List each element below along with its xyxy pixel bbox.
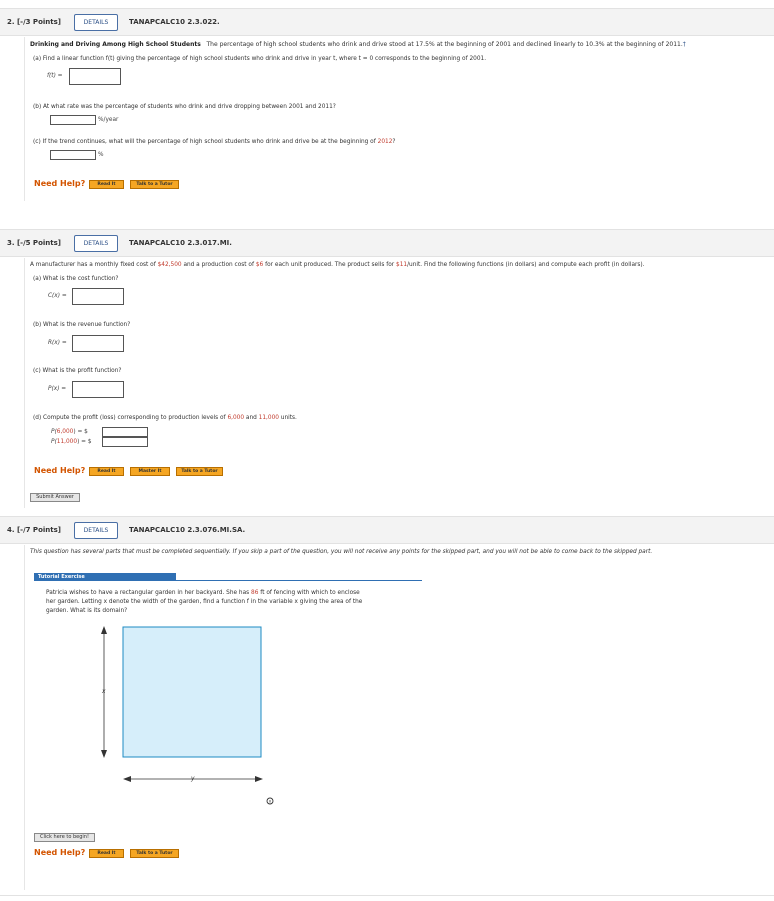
q4-tutorial-bar bbox=[34, 573, 176, 581]
q3-part-d-text-1: (d) Compute the profit (loss) corresponding to production levels of bbox=[33, 415, 226, 421]
q3-intro-2: and a production cost of bbox=[183, 262, 255, 268]
q2-body bbox=[24, 37, 774, 201]
q3-intro-4: /unit. Find the following functions (in dollars) and compute each profit (in dollars). bbox=[407, 262, 645, 268]
q3-intro-3: for each unit produced. The product sells for bbox=[265, 262, 395, 268]
q4-talk-tutor-button[interactable]: Talk to a Tutor bbox=[130, 849, 179, 858]
q3-details-button[interactable]: DETAILS bbox=[74, 235, 118, 252]
q2-part-b-input[interactable] bbox=[50, 115, 96, 125]
page-bottom-rule bbox=[0, 895, 774, 896]
q3-body bbox=[24, 258, 774, 508]
q2-intro-text: The percentage of high school students who drink and drive stood at 17.5% at the beginning of 2001 and declined linearly to 10.3% at the beginning of 2011. bbox=[206, 41, 683, 48]
q3-cost-input[interactable] bbox=[72, 288, 124, 305]
q4-notice: This question has several parts that must be completed sequentially. If you skip a part of the question, you will not receive any points for the skipped part, and you will not be able to come back to the skipped part. bbox=[30, 549, 653, 555]
q4-problem-line-1 bbox=[46, 589, 362, 598]
q3-code: TANAPCALC10 2.3.017.MI. bbox=[129, 239, 232, 247]
q3-master-it-button[interactable]: Master It bbox=[130, 467, 170, 476]
q4-details-button[interactable]: DETAILS bbox=[74, 522, 118, 539]
q3-intro bbox=[30, 262, 645, 268]
q3-talk-tutor-button[interactable]: Talk to a Tutor bbox=[176, 467, 223, 476]
q3-revenue-input[interactable] bbox=[72, 335, 124, 352]
q4-points: 4. [-/7 Points] bbox=[7, 526, 61, 534]
q2-header bbox=[0, 8, 774, 36]
q3-part-c-text: (c) What is the profit function? bbox=[33, 368, 122, 374]
q3-part-c-label: P(x) = bbox=[48, 386, 67, 392]
q3-part-d-and: and bbox=[245, 415, 257, 421]
q4-begin-button[interactable]: Click here to begin! bbox=[34, 833, 95, 842]
q2-part-c-year: 2012 bbox=[377, 139, 393, 145]
q2-intro-mark: † bbox=[682, 41, 686, 48]
q3-profit-6000-input[interactable] bbox=[102, 427, 148, 437]
q4-problem-2: ft of fencing with which to enclose bbox=[260, 590, 360, 596]
q4-garden-diagram bbox=[87, 623, 287, 805]
q4-read-it-button[interactable]: Read It bbox=[89, 849, 124, 858]
q4-need-help: Need Help? bbox=[34, 848, 86, 857]
q4-length-arrow-left bbox=[123, 776, 131, 782]
q2-points: 2. [-/3 Points] bbox=[7, 18, 61, 26]
q3-part-b-label: R(x) = bbox=[48, 340, 67, 346]
q4-label-y: y bbox=[191, 775, 195, 782]
q4-width-arrow-bottom bbox=[101, 750, 107, 758]
q2-code: TANAPCALC10 2.3.022. bbox=[129, 18, 220, 26]
q3-header bbox=[0, 229, 774, 257]
q4-tutorial-title: Tutorial Exercise bbox=[38, 574, 85, 580]
q4-garden-rectangle bbox=[123, 627, 261, 757]
q2-details-button[interactable]: DETAILS bbox=[74, 14, 118, 31]
q2-part-c-text-2: ? bbox=[392, 139, 396, 145]
q2-part-a-text: (a) Find a linear function f(t) giving the percentage of high school students who drink and drive in year t, where t = 0 corresponds to the beginning of 2001. bbox=[33, 56, 487, 62]
q4-body bbox=[24, 545, 774, 890]
q3-level-1: 6,000 bbox=[227, 415, 245, 421]
q3-p1-post: ) = $ bbox=[73, 429, 88, 435]
q3-submit-answer-button[interactable]: Submit Answer bbox=[30, 493, 80, 502]
q2-part-c-text bbox=[33, 139, 395, 145]
q3-p1-level: 6,000 bbox=[56, 429, 74, 435]
q3-points: 3. [-/5 Points] bbox=[7, 239, 61, 247]
q4-code: TANAPCALC10 2.3.076.MI.SA. bbox=[129, 526, 246, 534]
q2-intro bbox=[30, 41, 686, 48]
q3-price: $11 bbox=[396, 262, 408, 268]
q3-intro-1: A manufacturer has a monthly fixed cost of bbox=[30, 262, 156, 268]
q4-width-arrow-top bbox=[101, 626, 107, 634]
q3-part-a-label: C(x) = bbox=[48, 293, 67, 299]
q2-need-help: Need Help? bbox=[34, 179, 86, 188]
q3-unit-cost: $6 bbox=[255, 262, 264, 268]
q2-part-b-unit: %/year bbox=[98, 117, 119, 123]
q4-problem-3: her garden. Letting x denote the width of the garden, find a function f in the variable x giving the area of the bbox=[46, 599, 363, 605]
q2-talk-tutor-button[interactable]: Talk to a Tutor bbox=[130, 180, 179, 189]
q3-level-2: 11,000 bbox=[258, 415, 279, 421]
q2-part-a-input[interactable] bbox=[69, 68, 121, 85]
q2-read-it-button[interactable]: Read It bbox=[89, 180, 124, 189]
q3-p2-label bbox=[51, 439, 92, 445]
q3-part-d-text bbox=[33, 415, 297, 421]
q2-part-c-text-1: (c) If the trend continues, what will the percentage of high school students who drink and drive be at the beginning of bbox=[33, 139, 376, 145]
q4-problem-4: garden. What is its domain? bbox=[46, 608, 128, 614]
q4-length-arrow-right bbox=[255, 776, 263, 782]
q3-part-b-text: (b) What is the revenue function? bbox=[33, 322, 131, 328]
q3-need-help: Need Help? bbox=[34, 466, 86, 475]
q4-problem bbox=[46, 589, 362, 616]
q4-fence-amount: 86 bbox=[251, 590, 259, 596]
q3-fixed-cost: $42,500 bbox=[157, 262, 182, 268]
q3-p1-pre: P( bbox=[51, 429, 57, 435]
q4-problem-1: Patricia wishes to have a rectangular garden in her backyard. She has bbox=[46, 590, 250, 596]
q4-tutorial-rule bbox=[176, 580, 422, 581]
q3-read-it-button[interactable]: Read It bbox=[89, 467, 124, 476]
q3-part-a-text: (a) What is the cost function? bbox=[33, 276, 119, 282]
q3-profit-11000-input[interactable] bbox=[102, 437, 148, 447]
q2-part-c-unit: % bbox=[98, 152, 104, 158]
q2-part-c-input[interactable] bbox=[50, 150, 96, 160]
q3-part-d-text-2: units. bbox=[280, 415, 297, 421]
q4-header bbox=[0, 516, 774, 544]
q2-title: Drinking and Driving Among High School Students bbox=[30, 41, 201, 48]
q3-p1-label bbox=[51, 429, 88, 435]
q3-p2-pre: P( bbox=[51, 439, 57, 445]
q2-part-b-text: (b) At what rate was the percentage of students who drink and drive dropping between 2001 and 2011? bbox=[33, 104, 336, 110]
q4-label-x: x bbox=[102, 688, 106, 695]
q3-profit-input[interactable] bbox=[72, 381, 124, 398]
q3-p2-post: ) = $ bbox=[77, 439, 92, 445]
q2-part-a-label: f(t) = bbox=[47, 73, 63, 79]
q3-p2-level: 11,000 bbox=[56, 439, 78, 445]
